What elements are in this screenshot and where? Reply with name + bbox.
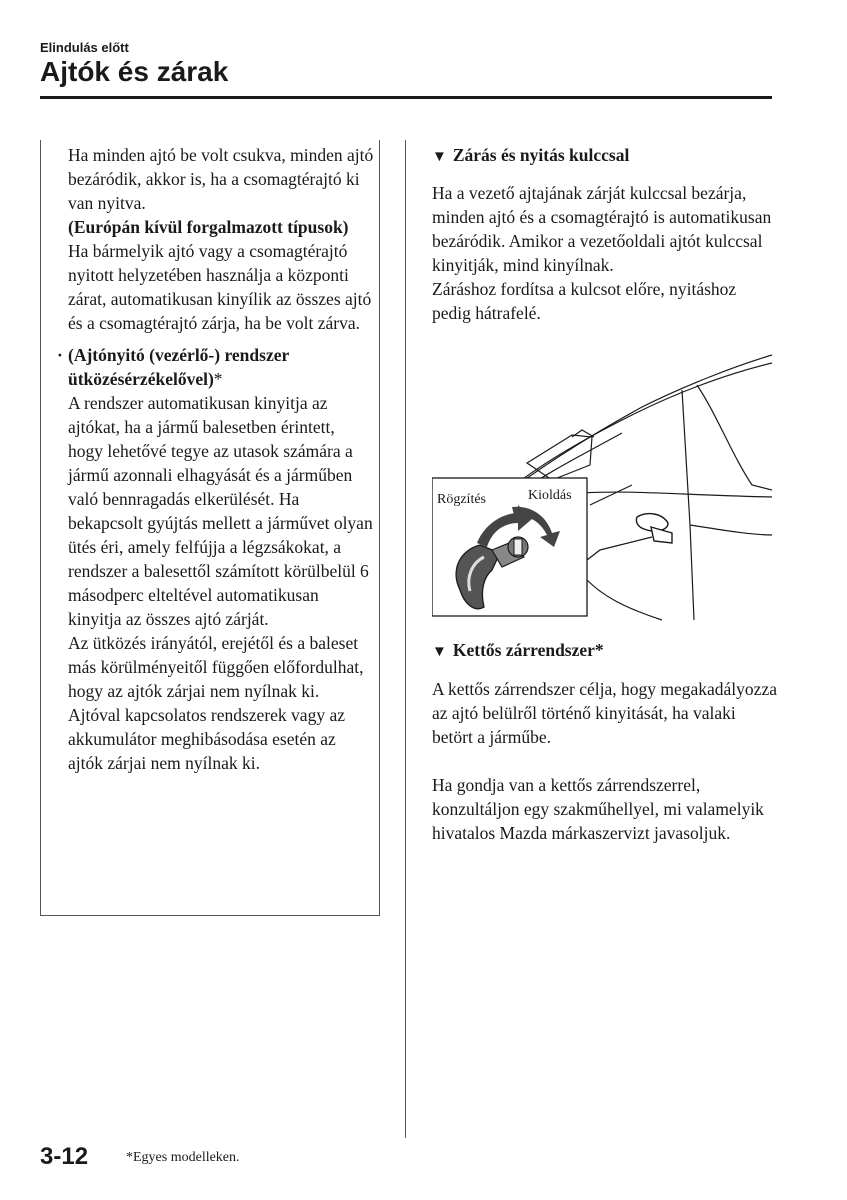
label-unlock: Kioldás (528, 488, 572, 503)
bullet-marker: · (57, 345, 63, 365)
section-heading-key (432, 143, 777, 169)
asterisk-mark: * (213, 369, 223, 389)
paragraph: Ha bármelyik ajtó vagy a csomagtérajtó nyitott helyzetében használja a központi zárat, automatikusan kinyílik az összes ajtó és a csomagtérajtó zárja, ha be volt zárva. (68, 241, 372, 333)
heading-text: Zárás és nyitás kulccsal (452, 145, 630, 165)
footnote: *Egyes modelleken. (126, 1150, 240, 1165)
region-note: (Európán kívül forgalmazott típusok) (68, 217, 349, 237)
asterisk-mark: * (594, 640, 604, 660)
info-box-content (57, 143, 374, 775)
bullet-heading (57, 343, 374, 391)
paragraph: Ha minden ajtó be volt csukva, minden ajtó bezáródik, akkor is, ha a csomagtérajtó ki van nyitva. (68, 145, 374, 213)
right-column-lower (432, 638, 777, 845)
page-number: 3-12 (40, 1143, 89, 1170)
paragraph: Az ütközés irányától, erejétől és a baleset más körülményeitől függően előfordulhat, hogy az ajtók zárjai nem nyílnak ki. (68, 633, 364, 701)
title-rule (40, 96, 772, 99)
column-divider (405, 140, 406, 1138)
paragraph: A kettős zárrendszer célja, hogy megakadályozza az ajtó belülről történő kinyitását, ha valaki betört a járműbe. (432, 679, 777, 747)
callout-leader (587, 537, 652, 560)
paragraph: Ha gondja van a kettős zárrendszerrel, konzultáljon egy szakműhellyel, mi valamelyik hivatalos Mazda márkaszervizt javasoljuk. (432, 775, 764, 843)
bullet-heading-text: (Ajtónyitó (vezérlő-) rendszer ütközésérzékelővel) (68, 345, 289, 389)
paragraph: Ajtóval kapcsolatos rendszerek vagy az akkumulátor meghibásodása esetén az ajtók zárjai nem nyílnak ki. (68, 705, 345, 773)
page-title: Ajtók és zárak (40, 56, 229, 87)
paragraph: Ha a vezető ajtajának zárját kulccsal bezárja, minden ajtó és a csomagtérajtó is automatikusan bezáródik. Amikor a vezetőoldali ajtót kulccsal kinyitják, mind kinyílnak. (432, 183, 772, 275)
section-label: Elindulás előtt (40, 40, 129, 55)
heading-text: Kettős zárrendszer (452, 640, 595, 660)
right-column (432, 143, 777, 325)
label-lock: Rögzítés (437, 492, 486, 507)
door-handle (636, 514, 672, 543)
paragraph: A rendszer automatikusan kinyitja az ajtókat, ha a jármű balesetben érintett, hogy lehetővé tegye az utasok számára a jármű azonnali elhagyását és a járműben való bennragadás elkerülését. Ha bekapcsolt gyújtás mellett a járművet olyan ütés éri, amely felfújja a légzsákokat, a rendszer a balesettől számított körülbelül 6 másodperc elteltével automatikusan kinyitja az összes ajtó zárját. (68, 393, 373, 629)
triangle-icon: ▼ (432, 149, 447, 165)
key-lock-illustration (432, 345, 772, 625)
paragraph: Záráshoz fordítsa a kulcsot előre, nyitáshoz pedig hátrafelé. (432, 279, 737, 323)
section-heading-double-lock (432, 638, 777, 664)
triangle-icon: ▼ (432, 644, 447, 660)
